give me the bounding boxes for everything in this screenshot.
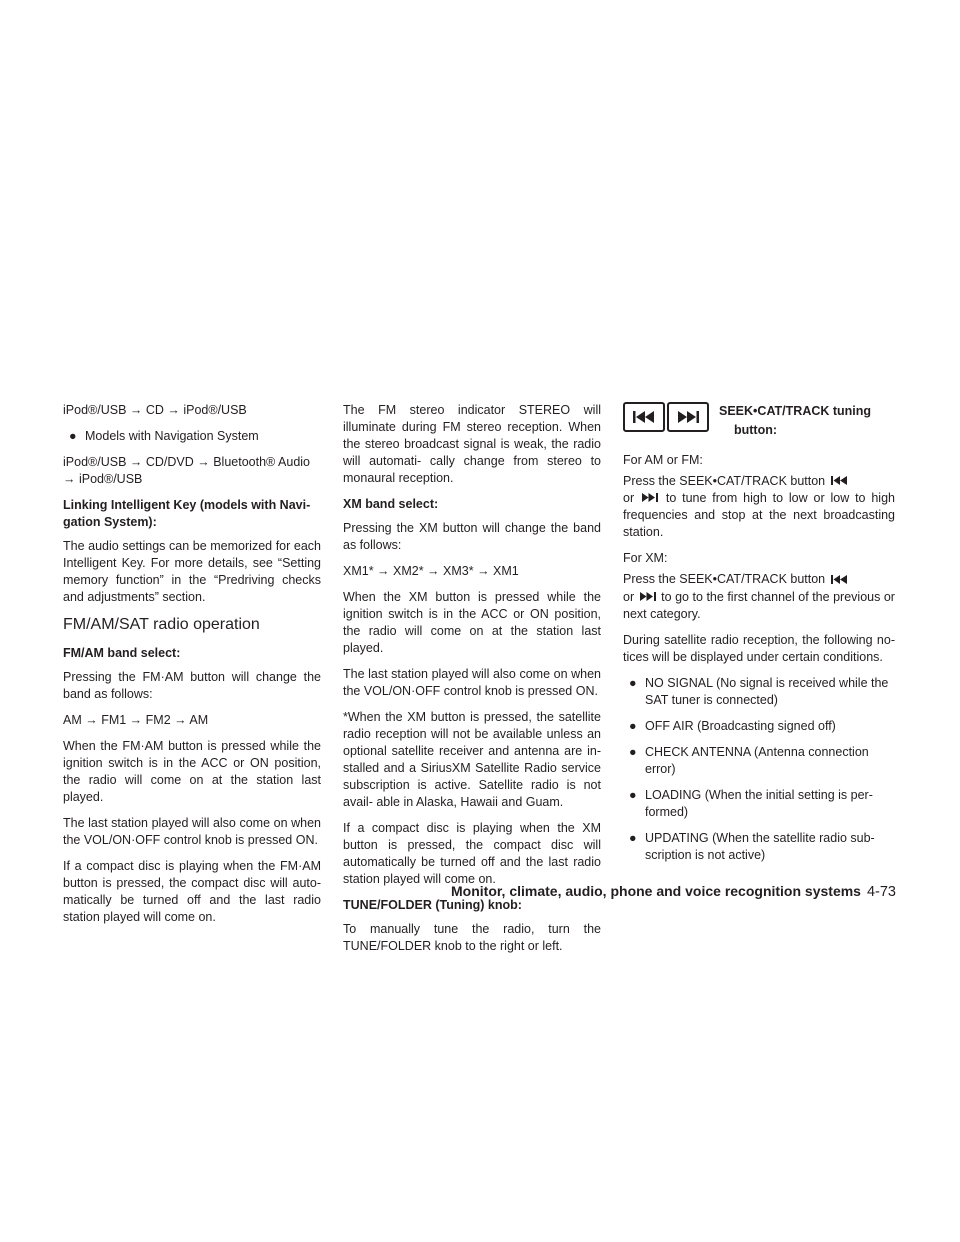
xm-paragraph-4: *When the XM button is pressed, the satellite radio reception will not be available unless an optional satellite receiver and antenna are in- stalled and a SiriusXM Satellite Radio service subscription is active. Satellite radio is not avail- able in Alaska, Hawaii and Guam.: [343, 710, 601, 809]
seek-button-heading: SEEK•CAT/TRACK tuning button:: [719, 404, 872, 437]
tune-folder-heading: TUNE/FOLDER (Tuning) knob:: [343, 898, 522, 912]
fmam-band-text: Pressing the FM·AM button will change the band as follows:: [63, 670, 321, 701]
bullet-dot: ●: [629, 830, 637, 845]
xm-seek-instructions: Press the SEEK•CAT/TRACK button or to go to the first channel of the previous or next category.: [623, 572, 895, 621]
notice-item: ● OFF AIR (Broadcasting signed off): [629, 718, 836, 733]
bullet-dot: ●: [629, 787, 637, 802]
skip-back-icon: [831, 572, 847, 589]
xm-band-sequence: XM1* → XM2* → XM3* → XM1: [343, 564, 519, 578]
xm-paragraph-2: When the XM button is pressed while the ignition switch is in the ACC or ON position, the radio will come on at the station last played.: [343, 590, 601, 655]
column-right: [623, 402, 895, 873]
xm-band-text: Pressing the XM button will change the band as follows:: [343, 521, 601, 552]
bullet-dot: ●: [629, 718, 637, 733]
source-sequence-navigation: iPod®/USB → CD/DVD → Bluetooth® Audio → iPod®/USB: [63, 455, 310, 486]
notice-item: ● LOADING (When the initial setting is per- formed): [629, 787, 873, 819]
seek-button-illustration: [623, 402, 711, 432]
fmam-paragraph-4: If a compact disc is playing when the FM·AM button is pressed, the compact disc will auto- matically be turned off and the last radio station played will come on.: [63, 859, 321, 924]
xm-label: For XM:: [623, 551, 668, 566]
bullet-dot: ●: [629, 675, 637, 690]
skip-back-icon: [831, 473, 847, 490]
xm-paragraph-5: If a compact disc is playing when the XM button is pressed, the compact disc will automatically be turned off and the last radio station played will come on.: [343, 821, 601, 886]
footer-chapter-title: Monitor, climate, audio, phone and voice recognition systems: [451, 883, 861, 899]
page-number: 4-73: [866, 884, 896, 900]
source-sequence-basic: iPod®/USB → CD → iPod®/USB: [63, 403, 247, 417]
amfm-seek-instructions: Press the SEEK•CAT/TRACK button or to tune from high to low or low to high frequencies and stop at the next broadcasting station.: [623, 474, 895, 540]
section-title: FM/AM/SAT radio operation: [63, 616, 260, 633]
skip-back-icon: [623, 402, 665, 432]
seek-button-heading-row: [623, 402, 895, 440]
skip-forward-icon: [642, 490, 658, 507]
notice-item: ● UPDATING (When the satellite radio sub- scription is not active): [629, 830, 875, 862]
satellite-notice-intro: During satellite radio reception, the following no- tices will be displayed under certain conditions.: [623, 632, 895, 664]
fmam-paragraph-2: When the FM·AM button is pressed while the ignition switch is in the ACC or ON position, the radio will come on at the station last played.: [63, 739, 321, 804]
column-left: [63, 402, 321, 935]
notice-item: ● CHECK ANTENNA (Antenna connection error): [629, 744, 869, 776]
bullet-dot: ●: [629, 744, 637, 759]
fmam-paragraph-3: The last station played will also come on when the VOL/ON·OFF control knob is pressed ON.: [63, 816, 321, 847]
page-footer: [422, 882, 896, 901]
fmam-band-sequence: AM → FM1 → FM2 → AM: [63, 713, 209, 727]
tune-folder-text: To manually tune the radio, turn the TUNE/FOLDER knob to the right or left.: [343, 922, 601, 953]
linking-intelligent-key-heading: Linking Intelligent Key (models with Navi- gation System):: [63, 498, 311, 529]
skip-forward-icon: [640, 589, 656, 606]
notice-item: ● NO SIGNAL (No signal is received while the SAT tuner is connected): [629, 675, 889, 707]
column-middle: [343, 402, 601, 964]
bullet-dot: ●: [69, 429, 77, 443]
fmam-band-heading: FM/AM band select:: [63, 646, 181, 660]
skip-forward-icon: [667, 402, 709, 432]
xm-band-heading: XM band select:: [343, 497, 439, 511]
bullet-navigation-models: ● Models with Navigation System: [69, 429, 259, 443]
amfm-label: For AM or FM:: [623, 453, 703, 467]
xm-paragraph-3: The last station played will also come on when the VOL/ON·OFF control knob is pressed ON.: [343, 667, 601, 698]
linking-intelligent-key-text: The audio settings can be memorized for each Intelligent Key. For more details, see “Setting memory function” in the “Predriving checks and adjustments” section.: [63, 539, 321, 604]
stereo-indicator-text: The FM stereo indicator STEREO will illuminate during FM stereo reception. When the stereo broadcast signal is weak, the radio will automati- cally change from stereo to monaural reception.: [343, 403, 601, 485]
